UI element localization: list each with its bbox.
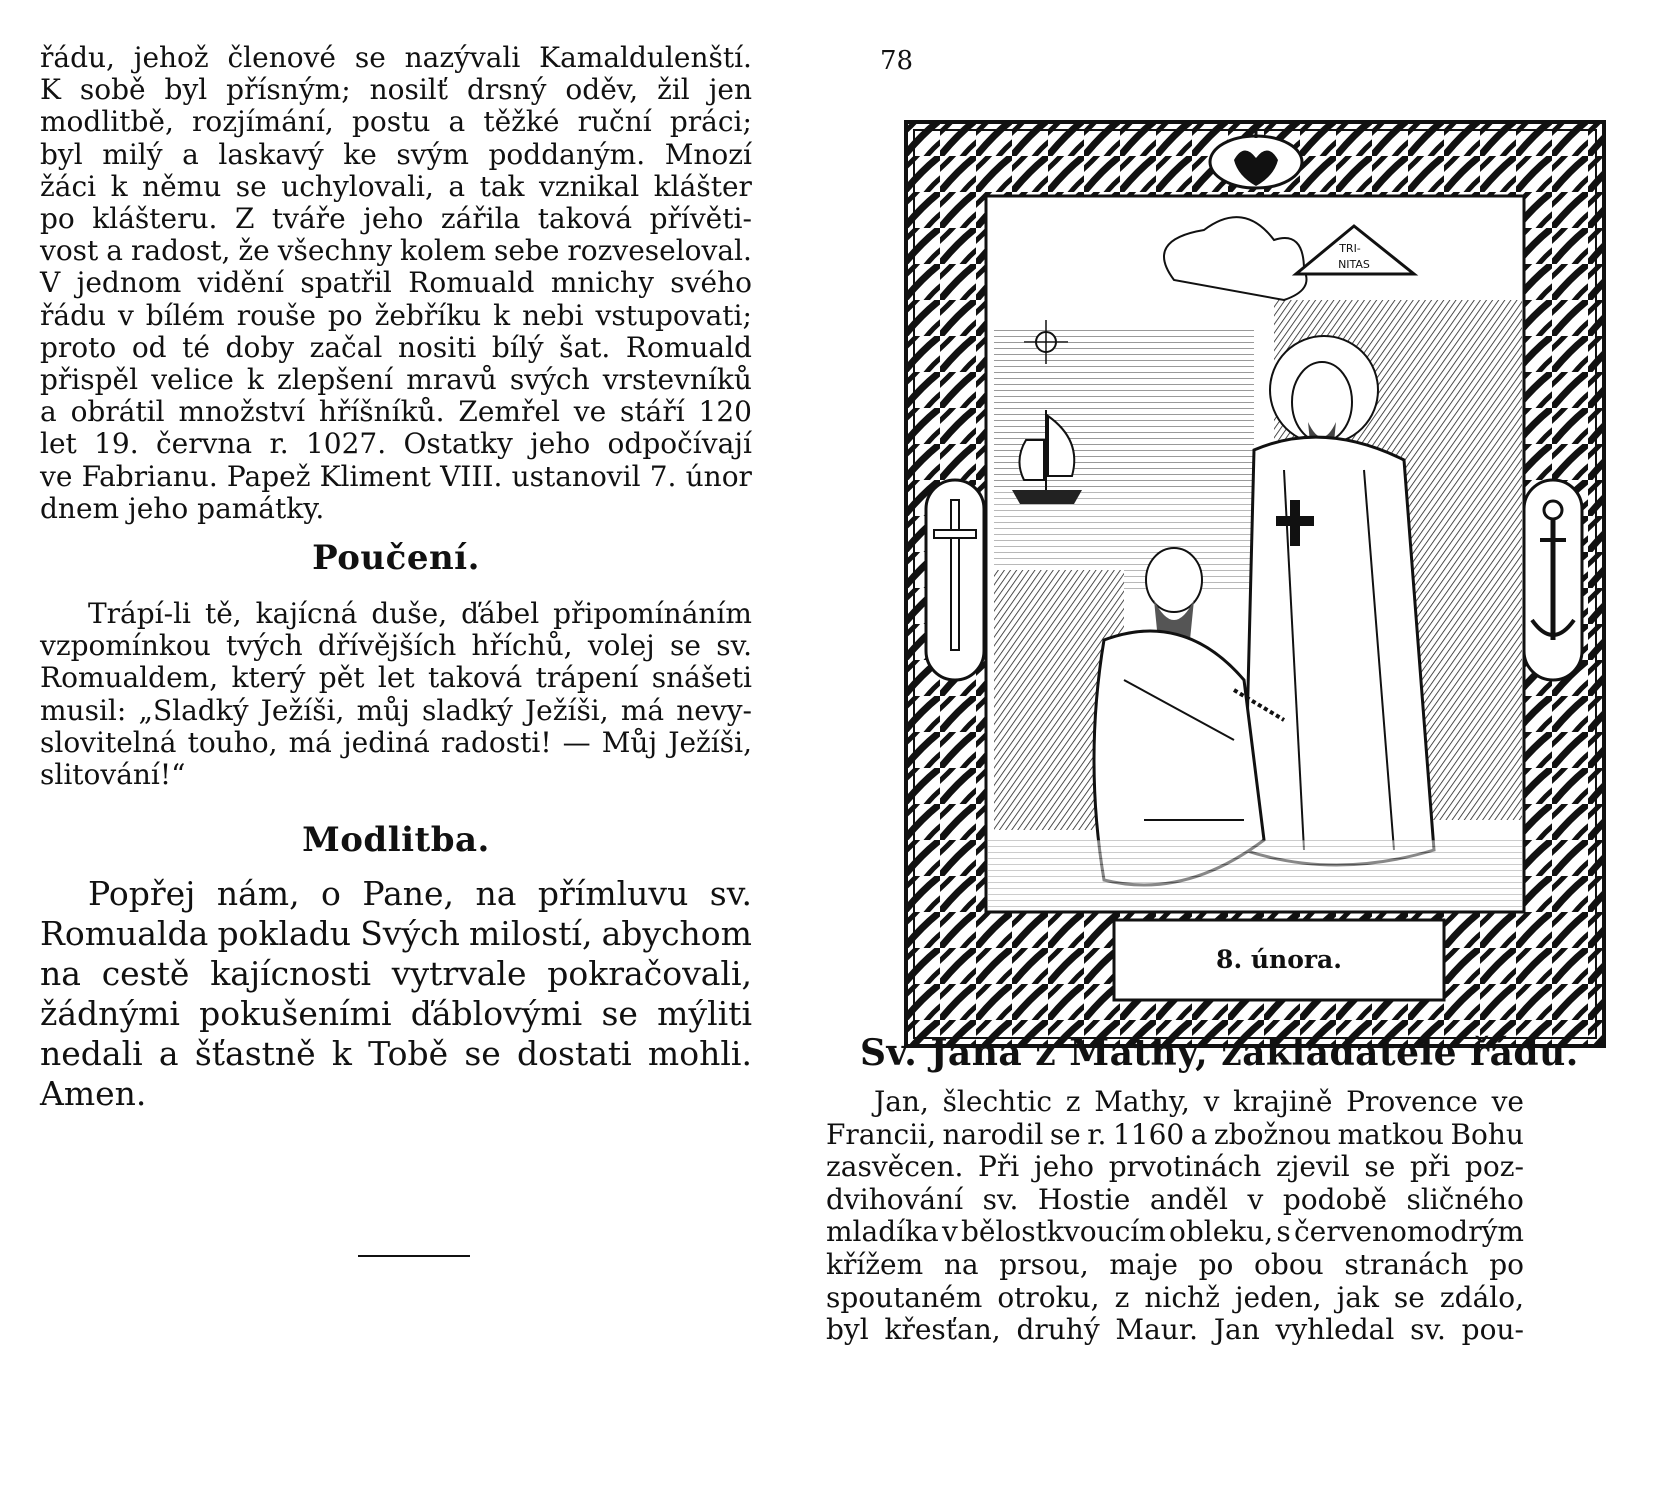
word: dostati [517,1034,632,1073]
word: svých [509,363,590,397]
text-line [40,630,752,662]
word: spoutaném [826,1280,983,1314]
word: Mathy, [1094,1085,1190,1118]
word: oděv, [565,73,639,107]
text-line [40,74,752,106]
word: Trápí-li [88,597,192,630]
word: těžké [483,105,560,139]
word: Tobě [368,1034,449,1073]
word: krajině [1233,1085,1333,1118]
word: rouše [236,298,316,332]
word: Kamaldulenští. [539,41,752,74]
word: bílém [145,298,225,332]
word: 120 [698,395,752,429]
word: ruční [577,105,652,139]
word: 19. [94,427,139,461]
word: žebříku [374,298,482,332]
text-line [40,235,752,267]
word: Amen. [40,1074,147,1113]
word: cestě [101,954,190,993]
word: připomínáním [553,597,752,630]
word: památky. [197,491,325,525]
word: Provence [1346,1085,1478,1118]
word: vzpomínkou [40,629,211,663]
word: pou- [1461,1313,1524,1347]
word: vyhledal [1275,1313,1395,1347]
word: — [562,725,591,759]
word: poz- [1464,1150,1524,1184]
word: množství [178,395,306,429]
word: práci; [669,105,752,139]
word: od [131,330,167,364]
word: ve [1491,1085,1524,1118]
text-line [40,662,752,694]
word: byl [164,73,208,107]
word: ďábel [461,597,540,630]
word: pokladu [217,914,352,953]
word: r. [1087,1117,1107,1151]
word: V [40,266,61,300]
word: stáří [620,395,685,429]
word: taková [537,202,633,236]
word: tak [479,169,525,203]
word: přímluvu [537,874,689,913]
word: byl [40,137,83,171]
word: let [377,661,415,695]
word: „Sladký [138,693,249,727]
text-line [826,1151,1524,1184]
word: členové [227,41,336,74]
section-separator-rule [358,1255,470,1257]
word: obleku, [1168,1215,1274,1249]
word: k [493,298,511,332]
word: nositi [397,330,477,364]
word: 1027. [305,427,387,461]
word: z [1114,1280,1130,1314]
word: žil [657,73,690,107]
word: Romualda [40,914,209,953]
word: pokušeními [199,994,392,1033]
word: obrátil [70,395,165,429]
word: stranách [1344,1247,1469,1281]
text-line [40,171,752,203]
word: jeho [530,427,591,461]
word: volej [587,629,655,663]
word: řádu [40,298,107,332]
word: poddaným. [488,137,646,171]
word: nevy- [676,693,752,727]
word: 1160 [1112,1117,1185,1151]
word: Kliment [319,459,431,493]
word: let [40,427,77,461]
word: mravů [406,363,497,397]
word: můj [356,693,410,727]
word: Pane, [362,874,455,913]
word: a [182,137,199,171]
word: vidění [197,266,284,300]
word: jeho [128,491,189,525]
word: kajícná [255,597,358,630]
word: sv. [716,629,752,663]
word: zářila [440,202,521,236]
word: a [158,1034,179,1073]
word: abychom [601,914,752,953]
word: Ostatky [403,427,513,461]
word: žáci [40,169,97,203]
word: sebe [493,234,560,268]
word: odpočívají [607,427,752,461]
text-line [826,1314,1524,1347]
word: bělostkvoucím [960,1215,1166,1249]
word: Při [978,1150,1020,1184]
word: se [354,41,386,74]
word: byl [826,1313,869,1347]
word: radosti! [440,725,552,759]
word: jen [708,73,752,107]
word: při [1410,1150,1451,1184]
word: přispěl [40,363,139,397]
word: kajícnosti [210,954,372,993]
word: rozveseloval. [567,234,752,268]
text-line [40,598,752,630]
word: Romuald [408,266,535,300]
word: nebi [522,298,584,332]
word: přívěti- [649,202,752,236]
text-line [40,493,752,525]
word: doby [225,330,295,364]
word: svým [396,137,469,171]
text-line [826,1282,1524,1315]
word: k [110,169,128,203]
text-line [40,914,752,954]
word: vytrvale [391,954,527,993]
text-line [40,994,752,1034]
word: svého [670,266,752,300]
word: Jan, [874,1085,929,1118]
word: snášeti [651,661,752,695]
cross-medallion [926,480,984,680]
word: rozjímání, [192,105,334,139]
text-line [40,759,752,791]
word: sv. [982,1182,1019,1216]
word: zlepšení [277,363,394,397]
word: Ježíši, [524,693,609,727]
word: nichž [1144,1280,1220,1314]
word: vrstevníků [602,363,752,397]
text-line [40,695,752,727]
word: a [448,105,466,139]
paragraph-pouceni [40,598,752,791]
word: na [943,1247,979,1281]
word: milý [102,137,163,171]
word: Popřej [88,874,196,913]
word: K [40,73,61,107]
word: dřívějších [317,629,457,663]
word: k [331,1034,352,1073]
word: vznikal [539,169,640,203]
word: trápení [535,661,639,695]
text-line [40,139,752,171]
word: mohli. [647,1034,752,1073]
word: touho, [187,725,278,759]
word: duše, [371,597,448,630]
text-line [826,1184,1524,1217]
word: sobě [79,73,146,107]
word: tě, [204,597,242,630]
word: drsný [466,73,547,107]
word: Zemřel [458,395,560,429]
word: zbožnou [1213,1117,1332,1151]
word: té [182,330,210,364]
word: jeden, [1234,1280,1322,1314]
word: se [1049,1117,1081,1151]
word: Romualdem, [40,661,219,695]
word: šlechtic [942,1085,1053,1118]
word: jediná [342,725,430,759]
text-line [40,396,752,428]
word: sličného [1406,1182,1524,1216]
word: který [231,661,306,695]
text-line [40,727,752,759]
word: Francii, [826,1117,937,1151]
page-number: 78 [880,46,914,76]
word: má [288,725,332,759]
word: klášteru. [92,202,218,236]
engraving-caption: 8. února. [1216,945,1342,974]
word: v [941,1215,958,1249]
word: klášter [653,169,752,203]
word: maje [1109,1247,1178,1281]
text-line [40,461,752,493]
word: přísným; [226,73,351,107]
heading-modlitba: Modlitba. [302,820,490,860]
word: sv. [709,874,752,913]
word: po [1198,1247,1234,1281]
word: zasvěcen. [826,1150,964,1184]
word: zjevil [1276,1150,1350,1184]
word: v [1247,1182,1264,1216]
text-line [826,1086,1524,1119]
text-line [40,267,752,299]
word: Svých [360,914,460,953]
word: po [40,202,75,236]
word: mladíka [826,1215,939,1249]
word: června [155,427,253,461]
word: šťastně [194,1034,316,1073]
text-line [40,1074,752,1114]
word: na [475,874,517,913]
word: podobě [1282,1182,1387,1216]
word: Z [234,202,255,236]
word: jeho [1033,1150,1095,1184]
word: velice [151,363,234,397]
paragraph-jan-z-mathy [826,1086,1524,1347]
word: Hostie [1037,1182,1131,1216]
word: červenomodrým [1293,1215,1524,1249]
word: jak [1336,1280,1379,1314]
text-line [40,1034,752,1074]
word: otroku, [997,1280,1100,1314]
word: Bohu [1450,1117,1524,1151]
word: taková [427,661,523,695]
word: VIII. [440,459,503,493]
word: v [118,298,134,332]
word: němu [142,169,222,203]
word: slitování!“ [40,758,186,792]
word: matkou [1337,1117,1444,1151]
word: proto [40,330,117,364]
word: narodil [942,1117,1044,1151]
word: z [1065,1085,1081,1118]
word: se [1364,1150,1396,1184]
word: anděl [1149,1182,1229,1216]
word: mýliti [657,994,752,1033]
word: ke [343,137,377,171]
text-line [40,42,752,74]
word: slovitelná [40,725,177,759]
word: že [238,234,270,268]
word: Jan [1213,1313,1260,1347]
word: o [321,874,341,913]
word: s [1276,1215,1291,1249]
word: nedali [40,1034,143,1073]
word: se [669,629,701,663]
word: radost, [131,234,231,268]
word: jehož [133,41,209,74]
word: prvotinách [1108,1150,1262,1184]
word: vost [40,234,99,268]
triangle-text-nitas: NITAS [1338,258,1370,271]
text-line [40,106,752,138]
word: dnem [40,491,120,525]
word: uchylovali, [281,169,434,203]
word: hříchů, [471,629,573,663]
word: na [40,954,81,993]
word: ve [573,395,607,429]
word: 7. [649,459,677,493]
word: Ježíši, [668,725,752,759]
word: r. [269,427,289,461]
word: postu [351,105,431,139]
word: milostí, [468,914,593,953]
word: únor [685,459,752,493]
word: řádu, [40,41,115,74]
word: se [601,994,638,1033]
word: se [464,1034,501,1073]
word: a [106,234,123,268]
word: spatřil [300,266,392,300]
saint-engraving-illustration [904,120,1606,1048]
word: se [235,169,267,203]
word: šat. [559,330,611,364]
text-line [40,203,752,235]
text-line [40,300,752,332]
word: ďáblovými [410,994,583,1033]
word: po [1489,1247,1524,1281]
word: ve [40,459,73,493]
word: sv. [1410,1313,1446,1347]
word: se [1393,1280,1425,1314]
paragraph-romuald-life [40,42,752,525]
word: žádnými [40,994,180,1033]
word: všechny [277,234,393,268]
word: křížem [826,1247,924,1281]
word: Romuald [625,330,752,364]
word: jednom [76,266,182,300]
anchor-medallion [1524,480,1582,680]
text-line [826,1249,1524,1282]
text-line [40,428,752,460]
text-line [40,874,752,914]
word: Mnozí [664,137,752,171]
word: pokračovali, [547,954,752,993]
word: sladký [422,693,513,727]
word: zdálo, [1439,1280,1524,1314]
word: a [1190,1117,1208,1151]
heading-pouceni: Poučení. [312,538,480,578]
word: Maur. [1115,1313,1199,1347]
word: nám, [216,874,300,913]
word: Papež [226,459,311,493]
word: a [40,395,57,429]
heading-saint-title: Sv. Jana z Mathy, zakladatele řádu. [860,1032,1579,1074]
word: bílý [491,330,544,364]
word: nazývali [404,41,521,74]
word: hříšníků. [318,395,445,429]
triangle-text-tri: TRI- [1339,242,1361,255]
word: kolem [400,234,486,268]
word: mnichy [550,266,654,300]
word: začal [309,330,383,364]
text-line [826,1216,1524,1249]
word: ustanovil [511,459,641,493]
word: Můj [601,725,658,759]
word: tváře [271,202,346,236]
word: Ježíši, [260,693,345,727]
word: Fabrianu. [81,459,218,493]
word: nosilť [369,73,448,107]
word: dvihování [826,1182,964,1216]
text-line [40,364,752,396]
text-line [40,954,752,994]
text-line [826,1119,1524,1152]
word: k [246,363,264,397]
word: druhý [1016,1313,1100,1347]
word: musil: [40,693,127,727]
word: modlitbě, [40,105,174,139]
word: křesťan, [884,1313,1001,1347]
word: má [620,693,665,727]
word: a [448,169,466,203]
word: vstupovati; [595,298,752,332]
word: pět [318,661,365,695]
word: v [1203,1085,1220,1118]
word: laskavý [218,137,324,171]
word: jeho [363,202,424,236]
word: obou [1254,1247,1324,1281]
paragraph-modlitba [40,874,752,1114]
word: prsou, [999,1247,1089,1281]
word: po [327,298,363,332]
text-line [40,332,752,364]
word: tvých [226,629,303,663]
